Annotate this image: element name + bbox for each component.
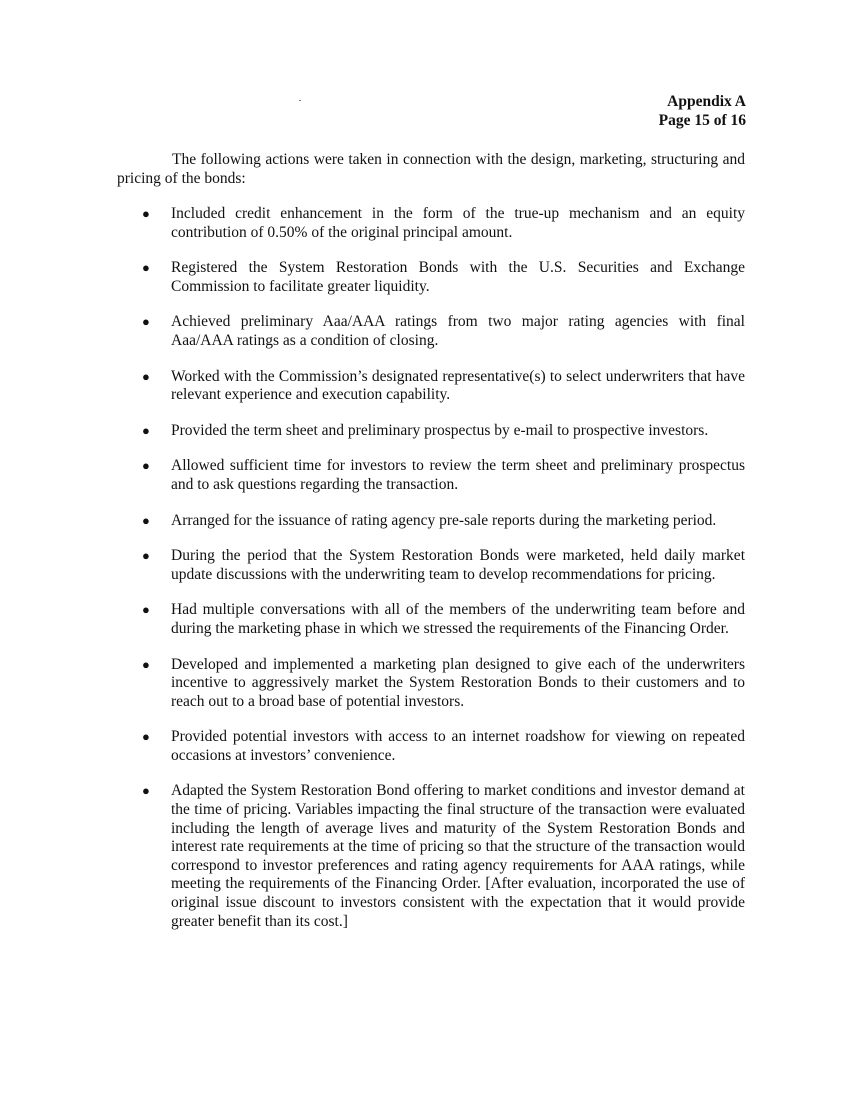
list-item — [117, 368, 745, 405]
list-item — [117, 512, 745, 531]
list-item-text: Developed and implemented a marketing plan designed to give each of the underwriters incentive to aggressively market the System Restoration Bonds to their customers and to reach out to a broad base of potential investors. — [171, 655, 745, 710]
page-number: Page 15 of 16 — [658, 112, 746, 129]
list-item — [117, 313, 745, 350]
page-header — [659, 92, 746, 130]
list-item — [117, 205, 745, 242]
intro-paragraph: The following actions were taken in connection with the design, marketing, structuring and pricing of the bonds: — [117, 151, 745, 187]
list-item-text: Had multiple conversations with all of the members of the underwriting team before and during the marketing phase in which we stressed the requirements of the Financing Order. — [171, 601, 745, 637]
bullet-icon: ● — [142, 729, 150, 745]
list-item — [117, 656, 745, 712]
bullet-icon: ● — [142, 548, 150, 564]
bullet-icon: ● — [142, 458, 150, 474]
scan-speck — [299, 100, 301, 101]
bullet-icon: ● — [142, 368, 150, 384]
bullet-icon: ● — [142, 783, 150, 799]
actions-list — [117, 205, 745, 948]
list-item-text: Achieved preliminary Aaa/AAA ratings from two major rating agencies with final Aaa/AAA ratings as a condition of closing. — [171, 313, 745, 349]
list-item-text: Provided the term sheet and preliminary prospectus by e-mail to prospective investors. — [171, 421, 709, 439]
bullet-icon: ● — [142, 422, 150, 438]
list-item-text: Provided potential investors with access to an internet roadshow for viewing on repeated occasions at investors’ convenience. — [171, 728, 745, 764]
list-item — [117, 259, 745, 296]
bullet-icon: ● — [142, 656, 150, 672]
bullet-icon: ● — [142, 512, 150, 528]
list-item-text: Arranged for the issuance of rating agency pre-sale reports during the marketing period. — [171, 511, 717, 529]
list-item — [117, 782, 745, 931]
bullet-icon: ● — [142, 206, 150, 221]
bullet-icon: ● — [142, 260, 150, 276]
list-item — [117, 601, 745, 638]
list-item-text: Adapted the System Restoration Bond offering to market conditions and investor demand at the time of pricing. Variables impacting the final structure of the transaction were evaluated including the length of average lives and maturity of the System Restoration Bonds and interest rate requirements at the time of pricing so that the structure of the transaction would correspond to investor preferences and rating agency requirements for AAA ratings, while meeting the requirements of the Financing Order. [After evaluation, incorporated the use of original issue discount to investors consistent with the expectation that it would provide greater benefit than its cost.] — [171, 782, 745, 930]
list-item — [117, 728, 745, 765]
bullet-icon: ● — [142, 602, 150, 618]
list-item — [117, 547, 745, 584]
list-item-text: Allowed sufficient time for investors to review the term sheet and preliminary prospectus and to ask questions regarding the transaction. — [171, 457, 745, 493]
list-item-text: Worked with the Commission’s designated representative(s) to select underwriters that have relevant experience and execution capability. — [171, 367, 745, 404]
list-item — [117, 422, 745, 441]
appendix-label: Appendix A — [667, 93, 746, 110]
list-item-text: During the period that the System Restoration Bonds were marketed, held daily market update discussions with the underwriting team to develop recommendations for pricing. — [171, 547, 745, 583]
list-item-text: Registered the System Restoration Bonds with the U.S. Securities and Exchange Commission to facilitate greater liquidity. — [171, 259, 745, 295]
bullet-icon: ● — [142, 314, 150, 330]
list-item-text: Included credit enhancement in the form of the true-up mechanism and an equity contribution of 0.50% of the original principal amount. — [171, 205, 745, 241]
list-item — [117, 457, 745, 494]
